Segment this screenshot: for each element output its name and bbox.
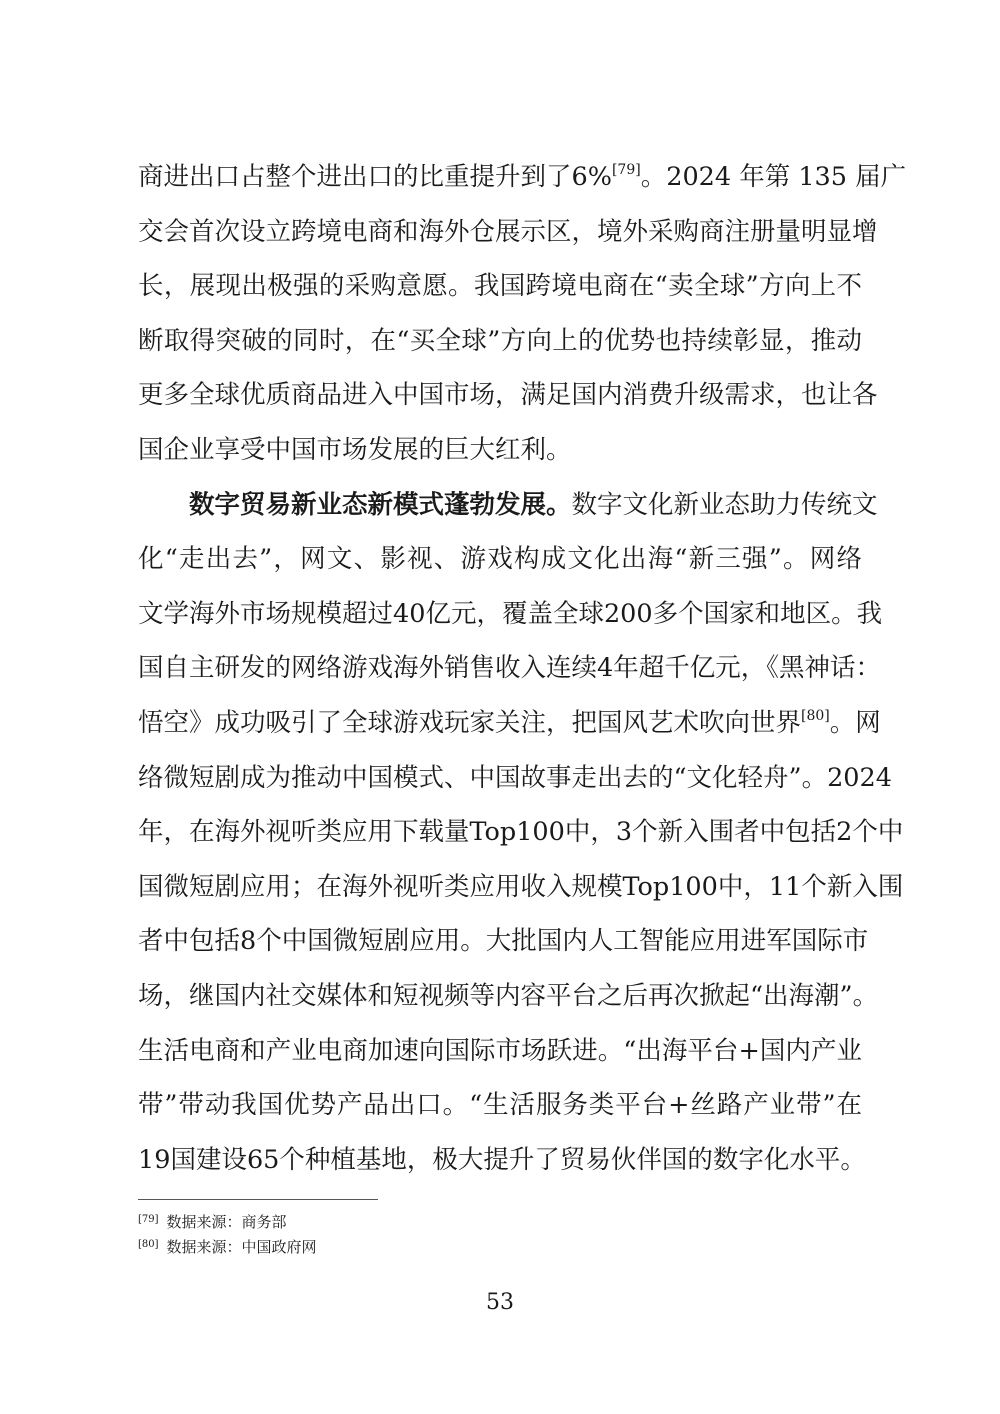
paragraph2-line: 生活电商和产业电商加速向国际市场跃进。“出海平台+国内产业	[138, 1035, 862, 1066]
paragraph2-heading: 数字贸易新业态新模式蓬勃发展。	[189, 489, 572, 520]
paragraph2-line-5	[138, 696, 881, 751]
paragraph2-line: 国微短剧应用；在海外视听类应用收入规模Top100中，11个新入围	[138, 871, 904, 902]
body-text	[138, 150, 907, 1187]
paragraph2-line: 带”带动我国优势产品出口。“生活服务类平台+丝路产业带”在	[138, 1090, 862, 1121]
paragraph1-line-1	[138, 150, 907, 205]
paragraph2-line: 国自主研发的网络游戏海外销售收入连续4年超千亿元，《黑神话：	[138, 653, 881, 684]
footnote-ref-79[interactable]: [79]	[611, 162, 641, 178]
paragraph2-line-1	[138, 478, 878, 533]
paragraph1-line: 断取得突破的同时，在“买全球”方向上的优势也持续彰显，推动	[138, 325, 862, 356]
footnote-marker: [80]	[138, 1239, 159, 1250]
paragraph2-line: 络微短剧成为推动中国模式、中国故事走出去的“文化轻舟”。2024	[138, 762, 892, 793]
footnotes	[138, 1210, 317, 1260]
paragraph2-line: 场，继国内社交媒体和短视频等内容平台之后再次掀起“出海潮”。	[138, 980, 879, 1011]
footnote-text: 数据来源：商务部	[166, 1213, 287, 1231]
footnote-80	[138, 1235, 317, 1260]
paragraph2-line: 文学海外市场规模超过40亿元，覆盖全球200多个国家和地区。我	[138, 598, 883, 629]
paragraph1-line: 长，展现出极强的采购意愿。我国跨境电商在“卖全球”方向上不	[138, 271, 862, 302]
footnote-text: 数据来源：中国政府网	[166, 1238, 317, 1256]
footnote-divider	[138, 1199, 378, 1200]
text-segment: 悟空》成功吸引了全球游戏玩家关注，把国风艺术吹向世界	[138, 707, 802, 738]
footnote-79	[138, 1210, 317, 1235]
paragraph1-line: 更多全球优质商品进入中国市场，满足国内消费升级需求，也让各	[138, 380, 878, 411]
paragraph2-line: 化“走出去”，网文、影视、游戏构成文化出海“新三强”。网络	[138, 544, 862, 575]
text-segment: 。网	[829, 707, 881, 738]
text-segment: 商进出口占整个进出口的比重提升到了6%	[138, 162, 612, 192]
footnote-ref-80[interactable]: [80]	[801, 707, 830, 724]
paragraph1-line: 国企业享受中国市场发展的巨大红利。	[138, 434, 572, 465]
paragraph2-line: 年，在海外视听类应用下载量Top100中，3个新入围者中包括2个中	[138, 817, 904, 848]
paragraph2-line: 者中包括8个中国微短剧应用。大批国内人工智能应用进军国际市	[138, 926, 869, 957]
page-number: 53	[486, 1290, 514, 1315]
paragraph1-line: 交会首次设立跨境电商和海外仓展示区，境外采购商注册量明显增	[138, 216, 878, 247]
paragraph2-line: 19国建设65个种植基地，极大提升了贸易伙伴国的数字化水平。	[138, 1144, 866, 1175]
text-segment: 。2024 年第 135 届广	[640, 162, 907, 192]
text-segment: 数字文化新业态助力传统文	[571, 489, 878, 520]
footnote-marker: [79]	[138, 1214, 159, 1225]
